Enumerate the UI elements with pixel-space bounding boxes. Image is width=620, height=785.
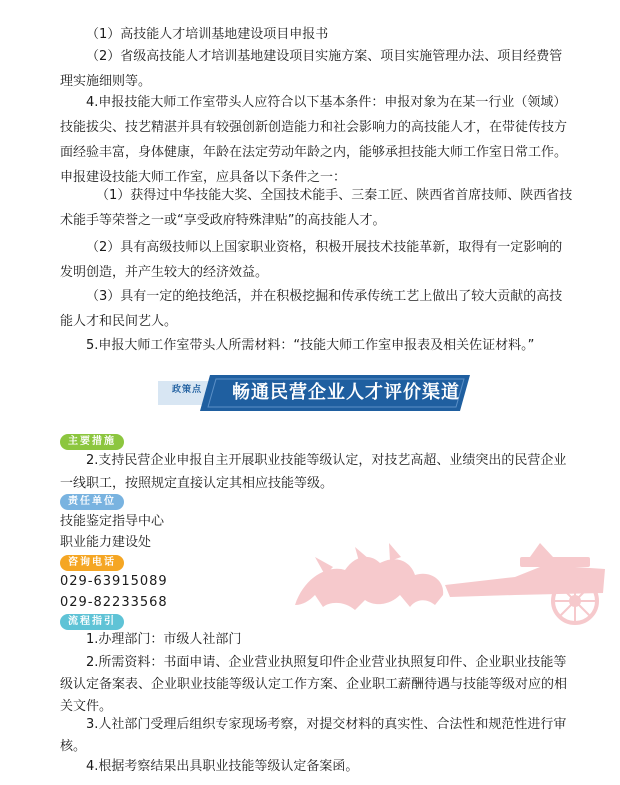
main-measure-text: 2.支持民营企业申报自主开展职业技能等级认定，对技艺高超、业绩突出的民营企业一线职工，按照规定直接认定其相应技能等级。 <box>60 453 567 491</box>
item-condition-1: （1）获得过中华技能大奖、全国技术能手、三秦工匠、陕西省首席技师、陕西省技术能手等荣誉之一或“享受政府特殊津贴”的高技能人才。 <box>60 188 573 228</box>
item-condition-2: （2）具有高级技师以上国家职业资格，积极开展技术技能革新，取得有一定影响的发明创造，并产生较大的经济效益。 <box>60 240 563 280</box>
phone-2: 029-82233568 <box>60 595 168 610</box>
unit-2: 职业能力建设处 <box>60 535 152 550</box>
item-master-materials: 5.申报大师工作室带头人所需材料：“技能大师工作室申报表及相关佐证材料。” <box>86 338 535 353</box>
item-base-report: （1）高技能人才培训基地建设项目申报书 <box>86 27 329 42</box>
badge-process-guide: 流程指引 <box>60 614 124 630</box>
process-step-1: 1.办理部门：市级人社部门 <box>86 632 242 647</box>
badge-consult-phone: 咨询电话 <box>60 555 124 571</box>
process-step-4: 4.根据考察结果出具职业技能等级认定备案函。 <box>86 759 359 774</box>
phone-1: 029-63915089 <box>60 574 168 589</box>
item-master-conditions: 4.申报技能大师工作室带头人应符合以下基本条件：申报对象为在某一行业（领域）技能拔尖、技艺精湛并具有较强创新创造能力和社会影响力的高技能人才，在带徒传技方面经验丰富，身体健康，年龄在法定劳动年龄之内，能够承担技能大师工作室日常工作。申报建设技能大师工作室，应具备以下条件之一： <box>60 95 568 185</box>
badge-main-measure: 主要措施 <box>60 434 124 450</box>
section-banner <box>158 373 470 413</box>
section-title: 畅通民营企业人才评价渠道 <box>232 382 460 403</box>
item-condition-3: （3）具有一定的绝技绝活，并在积极挖掘和传承传统工艺上做出了较大贡献的高技能人才和民间艺人。 <box>60 289 563 329</box>
section-tag: 政策点 <box>172 385 203 395</box>
process-step-2: 2.所需资料：书面申请、企业营业执照复印件企业营业执照复印件、企业职业技能等级认定备案表、企业职业技能等级认定工作方案、企业职工薪酬待遇与技能等级对应的相关文件。 <box>60 655 568 714</box>
process-step-3: 3.人社部门受理后组织专家现场考察，对提交材料的真实性、合法性和规范性进行审核。 <box>60 717 567 754</box>
item-base-plan: （2）省级高技能人才培训基地建设项目实施方案、项目实施管理办法、项目经费管理实施细则等。 <box>60 49 563 89</box>
chariot-decoration-icon <box>285 535 615 625</box>
badge-responsible-unit: 责任单位 <box>60 494 124 510</box>
unit-1: 技能鉴定指导中心 <box>60 514 165 529</box>
